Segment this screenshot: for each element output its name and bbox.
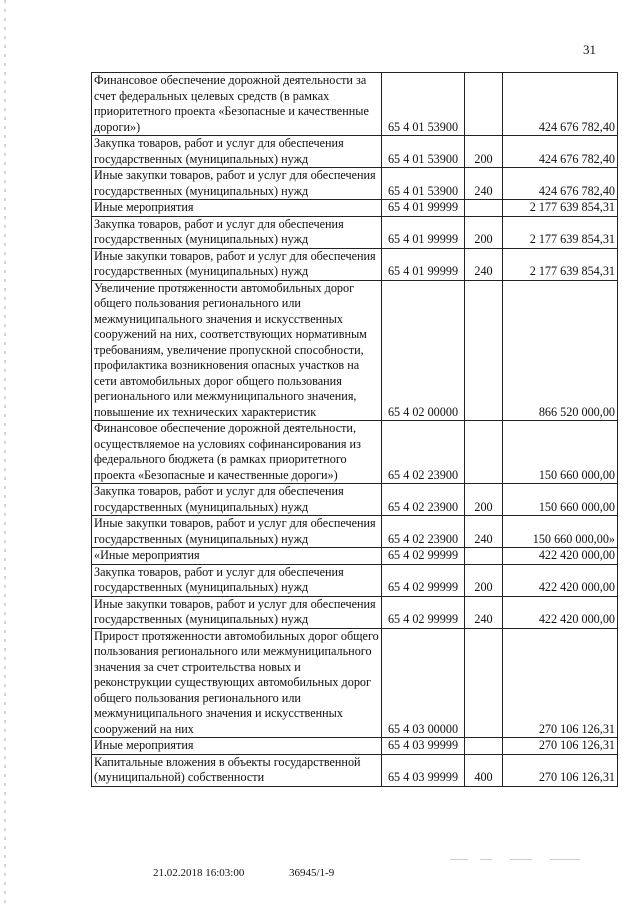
row-amount-cell: 424 676 782,40	[503, 136, 618, 168]
row-name-cell: Прирост протяженности автомобильных дорог общего пользования регионального или межмуниципального значения за счет строительства новых и реконструкции существующих автомобильных дорог общего пользования регионального или межмуниципального значения и искусственных сооружений на них	[92, 628, 382, 738]
table-row	[92, 548, 618, 565]
row-name-cell: Закупка товаров, работ и услуг для обеспечения государственных (муниципальных) нужд	[92, 136, 382, 168]
row-amount-cell: 270 106 126,31	[503, 754, 618, 786]
row-code-cell: 65 4 01 99999	[382, 216, 465, 248]
row-amount-cell: 2 177 639 854,31	[503, 200, 618, 217]
table-row	[92, 248, 618, 280]
row-kind-cell: 200	[465, 564, 503, 596]
row-name-cell: Закупка товаров, работ и услуг для обеспечения государственных (муниципальных) нужд	[92, 484, 382, 516]
table-row	[92, 564, 618, 596]
row-name-cell: Капитальные вложения в объекты государственной (муниципальной) собственности	[92, 754, 382, 786]
row-amount-cell: 150 660 000,00»	[503, 516, 618, 548]
row-amount-cell: 424 676 782,40	[503, 168, 618, 200]
row-kind-cell: 200	[465, 484, 503, 516]
row-name-cell: Закупка товаров, работ и услуг для обеспечения государственных (муниципальных) нужд	[92, 564, 382, 596]
row-kind-cell: 200	[465, 136, 503, 168]
row-kind-cell: 240	[465, 516, 503, 548]
row-name-cell: Иные закупки товаров, работ и услуг для обеспечения государственных (муниципальных) нужд	[92, 516, 382, 548]
row-code-cell: 65 4 01 53900	[382, 136, 465, 168]
row-code-cell: 65 4 02 00000	[382, 280, 465, 421]
table-row	[92, 136, 618, 168]
table-row	[92, 628, 618, 738]
row-kind-cell: 240	[465, 596, 503, 628]
row-code-cell: 65 4 02 23900	[382, 484, 465, 516]
table-row	[92, 421, 618, 484]
row-name-cell: «Иные мероприятия	[92, 548, 382, 565]
row-amount-cell: 422 420 000,00	[503, 596, 618, 628]
row-kind-cell	[465, 200, 503, 217]
row-code-cell: 65 4 02 99999	[382, 548, 465, 565]
table-row	[92, 73, 618, 136]
table-row	[92, 200, 618, 217]
row-code-cell: 65 4 02 23900	[382, 421, 465, 484]
row-code-cell: 65 4 03 99999	[382, 754, 465, 786]
row-amount-cell: 2 177 639 854,31	[503, 248, 618, 280]
table-row	[92, 516, 618, 548]
table-row	[92, 754, 618, 786]
budget-table	[91, 72, 618, 787]
table-row	[92, 168, 618, 200]
row-kind-cell: 400	[465, 754, 503, 786]
table-row	[92, 738, 618, 755]
row-code-cell: 65 4 03 00000	[382, 628, 465, 738]
row-kind-cell	[465, 548, 503, 565]
row-code-cell: 65 4 01 53900	[382, 73, 465, 136]
row-name-cell: Иные закупки товаров, работ и услуг для обеспечения государственных (муниципальных) нужд	[92, 248, 382, 280]
row-amount-cell: 270 106 126,31	[503, 738, 618, 755]
row-name-cell: Финансовое обеспечение дорожной деятельности, осуществляемое на условиях софинансирования из федерального бюджета (в рамках приоритетного проекта «Безопасные и качественные дороги»)	[92, 421, 382, 484]
row-name-cell: Увеличение протяженности автомобильных дорог общего пользования регионального или межмуниципального значения и искусственных сооружений на них, соответствующих нормативным требованиям, увеличение пропускной способности, профилактика возникновения опасных участков на сети автомобильных дорог общего пользования регионального или межмуниципального значения, повышение их технических характеристик	[92, 280, 382, 421]
row-kind-cell: 240	[465, 168, 503, 200]
row-name-cell: Иные мероприятия	[92, 738, 382, 755]
row-code-cell: 65 4 01 99999	[382, 248, 465, 280]
row-code-cell: 65 4 01 99999	[382, 200, 465, 217]
row-name-cell: Финансовое обеспечение дорожной деятельности за счет федеральных целевых средств (в рамках приоритетного проекта «Безопасные и качественные дороги»)	[92, 73, 382, 136]
row-amount-cell: 150 660 000,00	[503, 484, 618, 516]
footer-doc-number: 36945/1-9	[289, 867, 335, 879]
row-amount-cell: 422 420 000,00	[503, 564, 618, 596]
row-name-cell: Иные мероприятия	[92, 200, 382, 217]
row-amount-cell: 424 676 782,40	[503, 73, 618, 136]
table-row	[92, 484, 618, 516]
table-row	[92, 280, 618, 421]
scan-edge-marks	[4, 0, 6, 905]
row-kind-cell: 240	[465, 248, 503, 280]
table-row	[92, 216, 618, 248]
row-amount-cell: 150 660 000,00	[503, 421, 618, 484]
row-kind-cell	[465, 280, 503, 421]
row-code-cell: 65 4 02 23900	[382, 516, 465, 548]
row-kind-cell	[465, 738, 503, 755]
row-kind-cell: 200	[465, 216, 503, 248]
row-amount-cell: 422 420 000,00	[503, 548, 618, 565]
row-code-cell: 65 4 01 53900	[382, 168, 465, 200]
faint-scan-marks	[450, 855, 590, 869]
row-name-cell: Иные закупки товаров, работ и услуг для обеспечения государственных (муниципальных) нужд	[92, 596, 382, 628]
page-number: 31	[583, 42, 596, 57]
row-code-cell: 65 4 03 99999	[382, 738, 465, 755]
row-name-cell: Иные закупки товаров, работ и услуг для обеспечения государственных (муниципальных) нужд	[92, 168, 382, 200]
row-kind-cell	[465, 421, 503, 484]
row-kind-cell	[465, 73, 503, 136]
row-amount-cell: 2 177 639 854,31	[503, 216, 618, 248]
row-amount-cell: 866 520 000,00	[503, 280, 618, 421]
table-row	[92, 596, 618, 628]
row-code-cell: 65 4 02 99999	[382, 596, 465, 628]
row-name-cell: Закупка товаров, работ и услуг для обеспечения государственных (муниципальных) нужд	[92, 216, 382, 248]
row-kind-cell	[465, 628, 503, 738]
row-amount-cell: 270 106 126,31	[503, 628, 618, 738]
row-code-cell: 65 4 02 99999	[382, 564, 465, 596]
footer-date: 21.02.2018 16:03:00	[153, 867, 245, 879]
